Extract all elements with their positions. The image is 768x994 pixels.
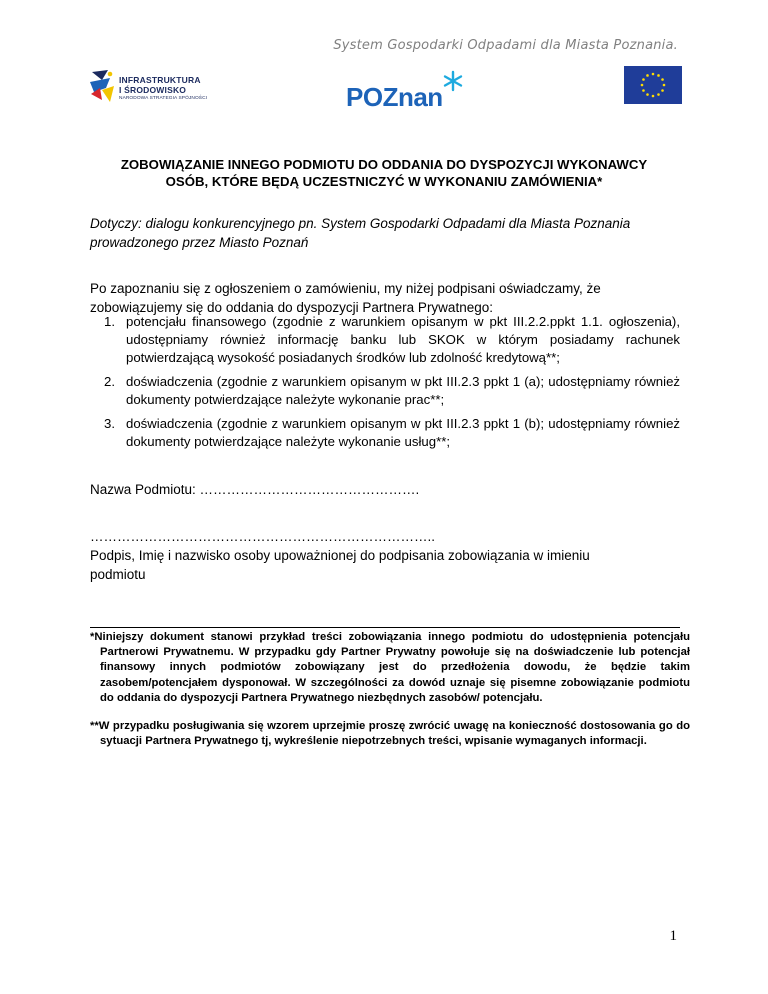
concerns-line-1: Dotyczy: dialogu konkurencyjnego pn. System Gospodarki Odpadami dla Miasta Poznania <box>90 216 631 231</box>
list-item-number: 1. <box>104 314 115 329</box>
list-item <box>90 313 680 367</box>
document-title <box>90 156 678 190</box>
title-line-1: ZOBOWIĄZANIE INNEGO PODMIOTU DO ODDANIA DO DYSPOZYCJI WYKONAWCY <box>120 157 648 172</box>
footnote-2: **W przypadku posługiwania się wzorem uprzejmie proszę zwrócić uwagę na konieczność dostosowania go do sytuacji Partnera Prywatnego tj, wykreślenie niepotrzebnych treści, wpisanie wymaganych informacji. <box>90 720 690 748</box>
concerns-paragraph <box>90 214 680 252</box>
title-line-2: OSÓB, KTÓRE BĘDĄ UCZESTNICZYĆ W WYKONANIU ZAMÓWIENIA* <box>165 174 603 189</box>
concerns-line-2: prowadzonego przez Miasto Poznań <box>90 235 309 250</box>
list-item-number: 2. <box>104 374 115 389</box>
infrastruktura-text-2: I ŚRODOWISKO <box>119 85 187 95</box>
eu-star-icon <box>657 74 660 77</box>
poznan-logo <box>346 70 476 114</box>
intro-line-1: Po zapoznaniu się z ogłoszeniem o zamówieniu, my niżej podpisani oświadczamy, że <box>90 281 601 296</box>
list-item <box>90 415 680 451</box>
eu-star-icon <box>642 78 645 81</box>
signature-caption-line-2: podmiotu <box>90 567 146 582</box>
list-item-text: doświadczenia (zgodnie z warunkiem opisanym w pkt III.2.3 ppkt 1 (a); udostępniamy również dokumenty potwierdzające należyte wykonanie prac**; <box>126 374 680 407</box>
infrastruktura-text-1: INFRASTRUKTURA <box>119 75 201 85</box>
infrastruktura-text-3: NARODOWA STRATEGIA SPÓJNOŚCI <box>119 96 208 101</box>
eu-star-icon <box>661 89 664 92</box>
logo-bar <box>88 66 682 116</box>
eu-flag-icon <box>624 66 682 104</box>
intro-paragraph <box>90 279 680 317</box>
poznan-star-icon <box>442 70 464 92</box>
eu-star-icon <box>646 93 649 96</box>
signature-caption <box>90 546 680 584</box>
list-item-text: potencjału finansowego (zgodnie z warunkiem opisanym w pkt III.2.2.ppkt 1.1. ogłoszenia), udostępniamy również informację banku lub SKOK w którym posiadamy rachunek potwierdzającą wysokość posiadanych środków lub zdolność kredytową**; <box>126 314 680 365</box>
signature-line: ………………………………………………………………….. <box>90 529 436 544</box>
list-item-text: doświadczenia (zgodnie z warunkiem opisanym w pkt III.2.3 ppkt 1 (b); udostępniamy również dokumenty potwierdzające należyte wykonanie usług**; <box>126 416 680 449</box>
eu-star-icon <box>657 93 660 96</box>
eu-star-icon <box>652 95 655 98</box>
footnote-1: *Niniejszy dokument stanowi przykład treści zobowiązania innego podmiotu do udostępnienia potencjału Partnerowi Prywatnemu. W przypadku gdy Partner Prywatny powołuje się na doświadczenie lub potencjał finansowy innych podmiotów zobowiązany jest do przedłożenia dowodu, że będzie takim zasobem/potencjałem dysponował. W szczególności za dowód uznaje się pisemne zobowiązanie podmiotu do oddania do dyspozycji Partnera Prywatnego niezbędnych zasobów/ potencjału. <box>90 631 690 704</box>
infrastruktura-logo-icon <box>88 66 118 106</box>
commitment-list <box>90 313 680 457</box>
eu-star-icon <box>652 73 655 76</box>
list-item <box>90 373 680 409</box>
intro-line-2: zobowiązujemy się do oddania do dyspozycji Partnera Prywatnego: <box>90 300 493 315</box>
eu-star-icon <box>642 89 645 92</box>
eu-star-icon <box>663 84 666 87</box>
signature-caption-line-1: Podpis, Imię i nazwisko osoby upoważnionej do podpisania zobowiązania w imieniu <box>90 548 590 563</box>
list-item-number: 3. <box>104 416 115 431</box>
poznan-wordmark: POZnan <box>346 82 443 112</box>
entity-name-field: Nazwa Podmiotu: …………………………………………. <box>90 482 420 497</box>
system-title-header: System Gospodarki Odpadami dla Miasta Poznania. <box>333 38 678 53</box>
eu-star-icon <box>661 78 664 81</box>
eu-star-icon <box>641 84 644 87</box>
eu-star-icon <box>646 74 649 77</box>
footnote-divider <box>90 627 680 628</box>
infrastruktura-logo <box>88 66 212 110</box>
page-number: 1 <box>669 928 677 944</box>
